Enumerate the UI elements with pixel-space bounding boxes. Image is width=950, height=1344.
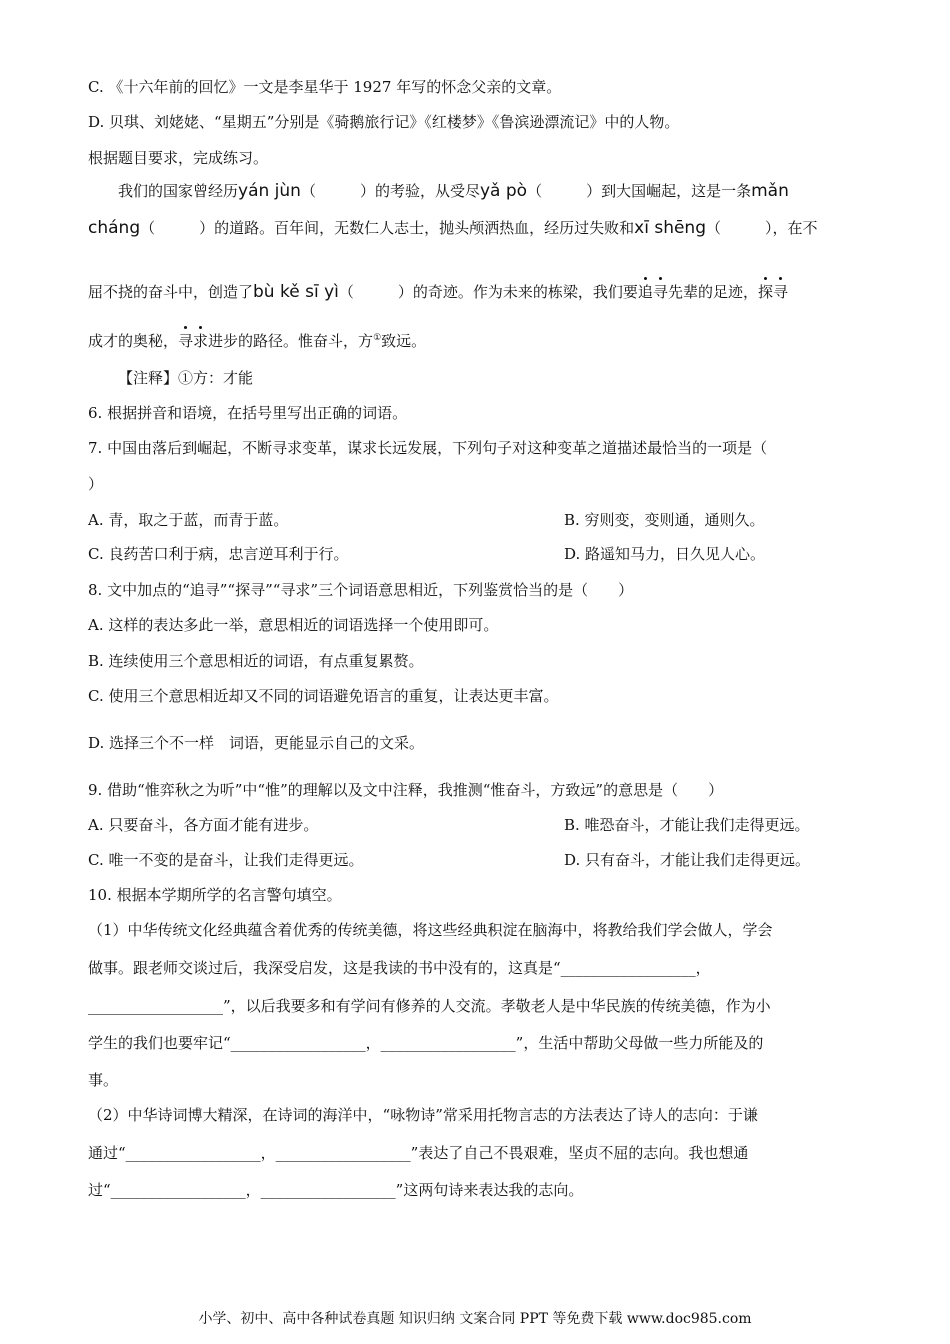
- dotted-char: 寻: [652, 283, 668, 301]
- passage-line-3: 屈不挠的奋斗中，创造了bù kě sī yì（ ）的奇迹。作为未来的栋梁，我们要追寻先辈的足迹，探寻: [88, 282, 788, 302]
- question-8-stem: 8. 文中加点的“追寻”“探寻”“寻求”三个词语意思相近，下列鉴赏恰当的是（ ）: [88, 581, 634, 599]
- question-7-stem-end: ）: [88, 475, 104, 493]
- pinyin-2: yǎ pò: [480, 181, 528, 201]
- page-footer: 小学、初中、高中各种试卷真题 知识归纳 文案合同 PPT 等免费下载 www.doc985.com: [198, 1311, 752, 1327]
- instruction: 根据题目要求，完成练习。: [88, 149, 269, 167]
- q10-part1-line3: __________________”，以后我要多和有学问有修养的人交流。孝敬老人是中华民族的传统美德，作为小: [88, 997, 771, 1015]
- question-10-stem: 10. 根据本学期所学的名言警句填空。: [88, 886, 342, 904]
- option-a: A. 青，取之于蓝，而青于蓝。: [88, 511, 289, 529]
- question-6: 6. 根据拼音和语境，在括号里写出正确的词语。: [88, 404, 408, 422]
- footnote-mark: ①: [373, 333, 382, 343]
- option-c: C. 唯一不变的是奋斗，让我们走得更远。: [88, 851, 364, 869]
- option-d-q5: D. 贝琪、刘姥姥、“星期五”分别是《骑鹅旅行记》《红楼梦》《鲁滨逊漂流记》中的人物。: [88, 113, 680, 131]
- option-a: A. 只要奋斗，各方面才能有进步。: [88, 816, 319, 834]
- q10-part1-line2: 做事。跟老师交谈过后，我深受启发，这是我读的书中没有的，这真是“__________________，: [88, 959, 711, 977]
- q10-part1-line1: （1）中华传统文化经典蕴含着优秀的传统美德，将这些经典积淀在脑海中，将教给我们学会做人，学会: [88, 921, 773, 939]
- pinyin-3-cont: cháng: [88, 218, 141, 238]
- question-7-stem: 7. 中国由落后到崛起，不断寻求变革，谋求长远发展，下列句子对这种变革之道描述最恰当的一项是（: [88, 439, 768, 457]
- question-9-stem: 9. 借助“惟弈秋之为听”中“惟”的理解以及文中注释，我推测“惟奋斗，方致远”的意思是（ ）: [88, 781, 724, 799]
- q10-part2-line1: （2）中华诗词博大精深，在诗词的海洋中，“咏物诗”常采用托物言志的方法表达了诗人的志向：于谦: [88, 1106, 758, 1124]
- passage-line-4: 成才的奥秘，寻求进步的路径。惟奋斗，方①致远。: [88, 332, 427, 350]
- question-9-row-2: [88, 850, 868, 870]
- option-c: C. 使用三个意思相近却又不同的词语避免语言的重复，让表达更丰富。: [88, 687, 559, 705]
- passage-line-2: cháng（ ）的道路。百年间，无数仁人志士，抛头颅洒热血，经历过失败和xī shēng（ ），在不: [88, 218, 818, 238]
- option-d: D. 路遥知马力，日久见人心。: [564, 545, 766, 563]
- option-b: B. 连续使用三个意思相近的词语，有点重复累赘。: [88, 652, 424, 670]
- dotted-char: 寻: [178, 332, 194, 350]
- q10-part2-line3: 过“__________________，__________________”这两句诗来表达我的志向。: [88, 1181, 584, 1199]
- option-d: D. 选择三个不一样 词语，更能显示自己的文采。: [88, 734, 425, 752]
- question-7-row-1: [88, 510, 868, 530]
- question-7-row-2: [88, 544, 868, 564]
- pinyin-1: yán jùn: [238, 181, 301, 201]
- pinyin-3: mǎn: [751, 181, 789, 201]
- q10-part1-line4: 学生的我们也要牢记“__________________，__________________”，生活中帮助父母做一些力所能及的: [88, 1034, 764, 1052]
- option-c: C. 良药苦口利于病，忠言逆耳利于行。: [88, 545, 349, 563]
- pinyin-4: xī shēng: [634, 218, 706, 238]
- dotted-char: 寻: [772, 283, 788, 301]
- pinyin-5: bù kě sī yì: [253, 282, 339, 302]
- question-9-row-1: [88, 815, 868, 835]
- option-a: A. 这样的表达多此一举，意思相近的词语选择一个使用即可。: [88, 616, 499, 634]
- annotation-note: 【注释】①方：才能: [118, 369, 254, 387]
- option-b: B. 穷则变，变则通，通则久。: [564, 511, 765, 529]
- option-d: D. 只有奋斗，才能让我们走得更远。: [564, 851, 811, 869]
- option-c-q5: C. 《十六年前的回忆》一文是李星华于 1927 年写的怀念父亲的文章。: [88, 78, 562, 96]
- q10-part1-line5: 事。: [88, 1071, 119, 1089]
- option-b: B. 唯恐奋斗，才能让我们走得更远。: [564, 816, 810, 834]
- passage-line-1: 我们的国家曾经历yán jùn（ ）的考验，从受尽yǎ pò（ ）到大国崛起，这是一条mǎn: [118, 181, 789, 201]
- dotted-char: 追: [637, 283, 653, 301]
- dotted-char: 探: [757, 283, 773, 301]
- q10-part2-line2: 通过“__________________，__________________”表达了自己不畏艰难，坚贞不屈的志向。我也想通: [88, 1144, 749, 1162]
- dotted-char: 求: [193, 332, 209, 350]
